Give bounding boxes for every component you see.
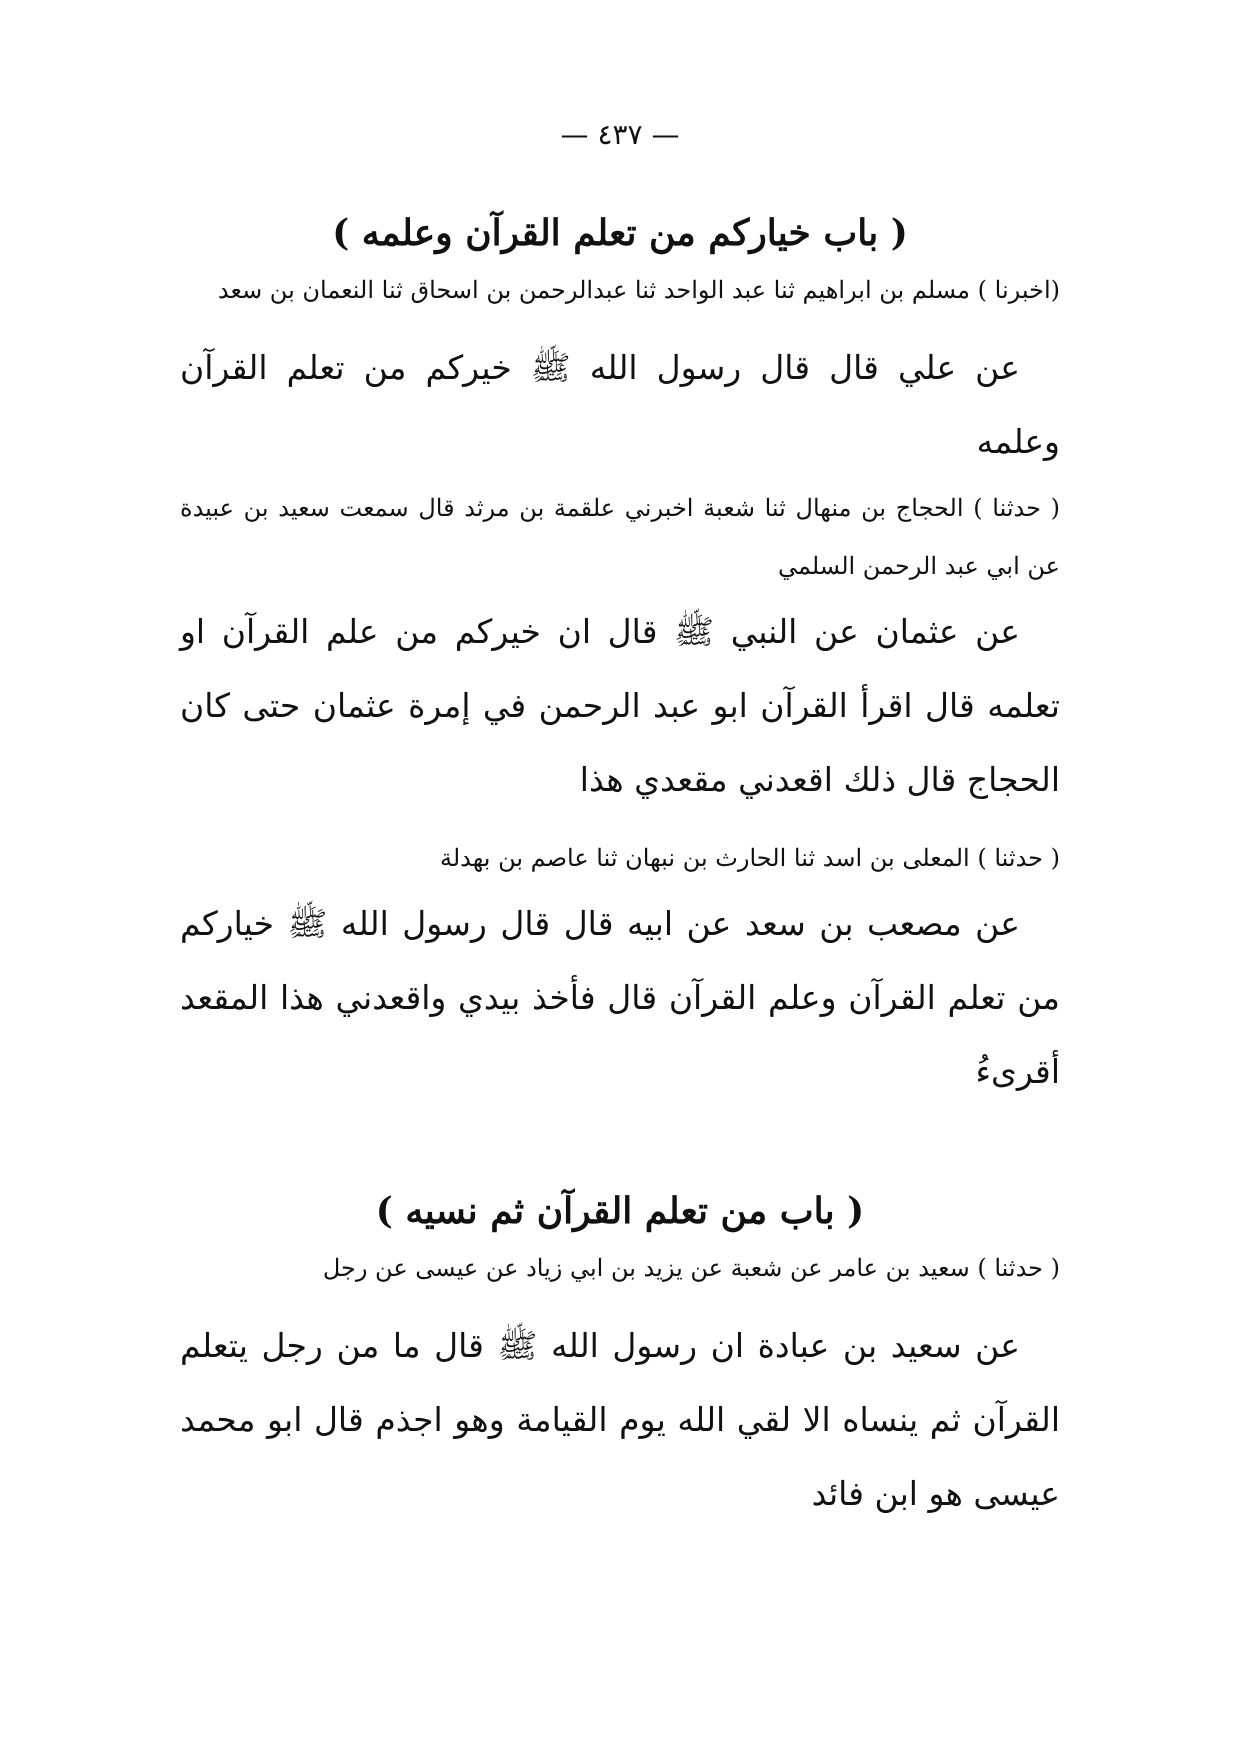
spacer <box>180 1297 1060 1309</box>
hadith-isnad-3: ( حدثنا ) المعلى بن اسد ثنا الحارث بن نبهان ثنا عاصم بن بهدلة <box>439 844 1060 872</box>
hadith-isnad-4: ( حدثنا ) سعيد بن عامر عن شعبة عن يزيد بن ابي زياد عن عيسى عن رجل <box>322 1254 1060 1282</box>
chapter-heading-1: ( باب خياركم من تعلم القرآن وعلمه ) <box>332 212 908 254</box>
hadith-text-4: عن سعيد بن عبادة ان رسول الله ﷺ قال ما من رجل يتعلم القرآن ثم ينساه الا لقي الله يوم القيامة وهو اجذم قال ابو محمد عيسى هو ابن فائد <box>180 1326 1060 1513</box>
hadith-text-2: عن عثمان عن النبي ﷺ قال ان خيركم من علم القرآن او تعلمه قال اقرأ القرآن ابو عبد الرحمن في إمرة عثمان حتى كان الحجاج قال ذلك اقعدني مقعدي هذا <box>180 612 1060 799</box>
spacer <box>180 319 1060 331</box>
hadith-isnad-1: (اخبرنا ) مسلم بن ابراهيم ثنا عبد الواحد ثنا عبدالرحمن بن اسحاق ثنا النعمان بن سعد <box>217 276 1060 304</box>
hadith-text-3: عن مصعب بن سعد عن ابيه قال قال رسول الله ﷺ خياركم من تعلم القرآن وعلم القرآن قال فأخذ بيدي واقعدني هذا المقعد أقرىءُ <box>180 904 1060 1091</box>
chapter-heading-2: ( باب من تعلم القرآن ثم نسيه ) <box>375 1190 865 1232</box>
page-content <box>180 205 1060 1531</box>
section-gap <box>180 1109 1060 1183</box>
hadith-isnad-2: ( حدثنا ) الحجاج بن منهال ثنا شعبة اخبرني علقمة بن مرثد قال سمعت سعيد بن عبيدة عن ابي عبد الرحمن السلمي <box>180 494 1060 580</box>
page-number: — ٤٣٧ — <box>560 118 680 151</box>
spacer <box>180 817 1060 829</box>
hadith-text-1: عن علي قال قال رسول الله ﷺ خيركم من تعلم القرآن وعلمه <box>180 348 1060 461</box>
